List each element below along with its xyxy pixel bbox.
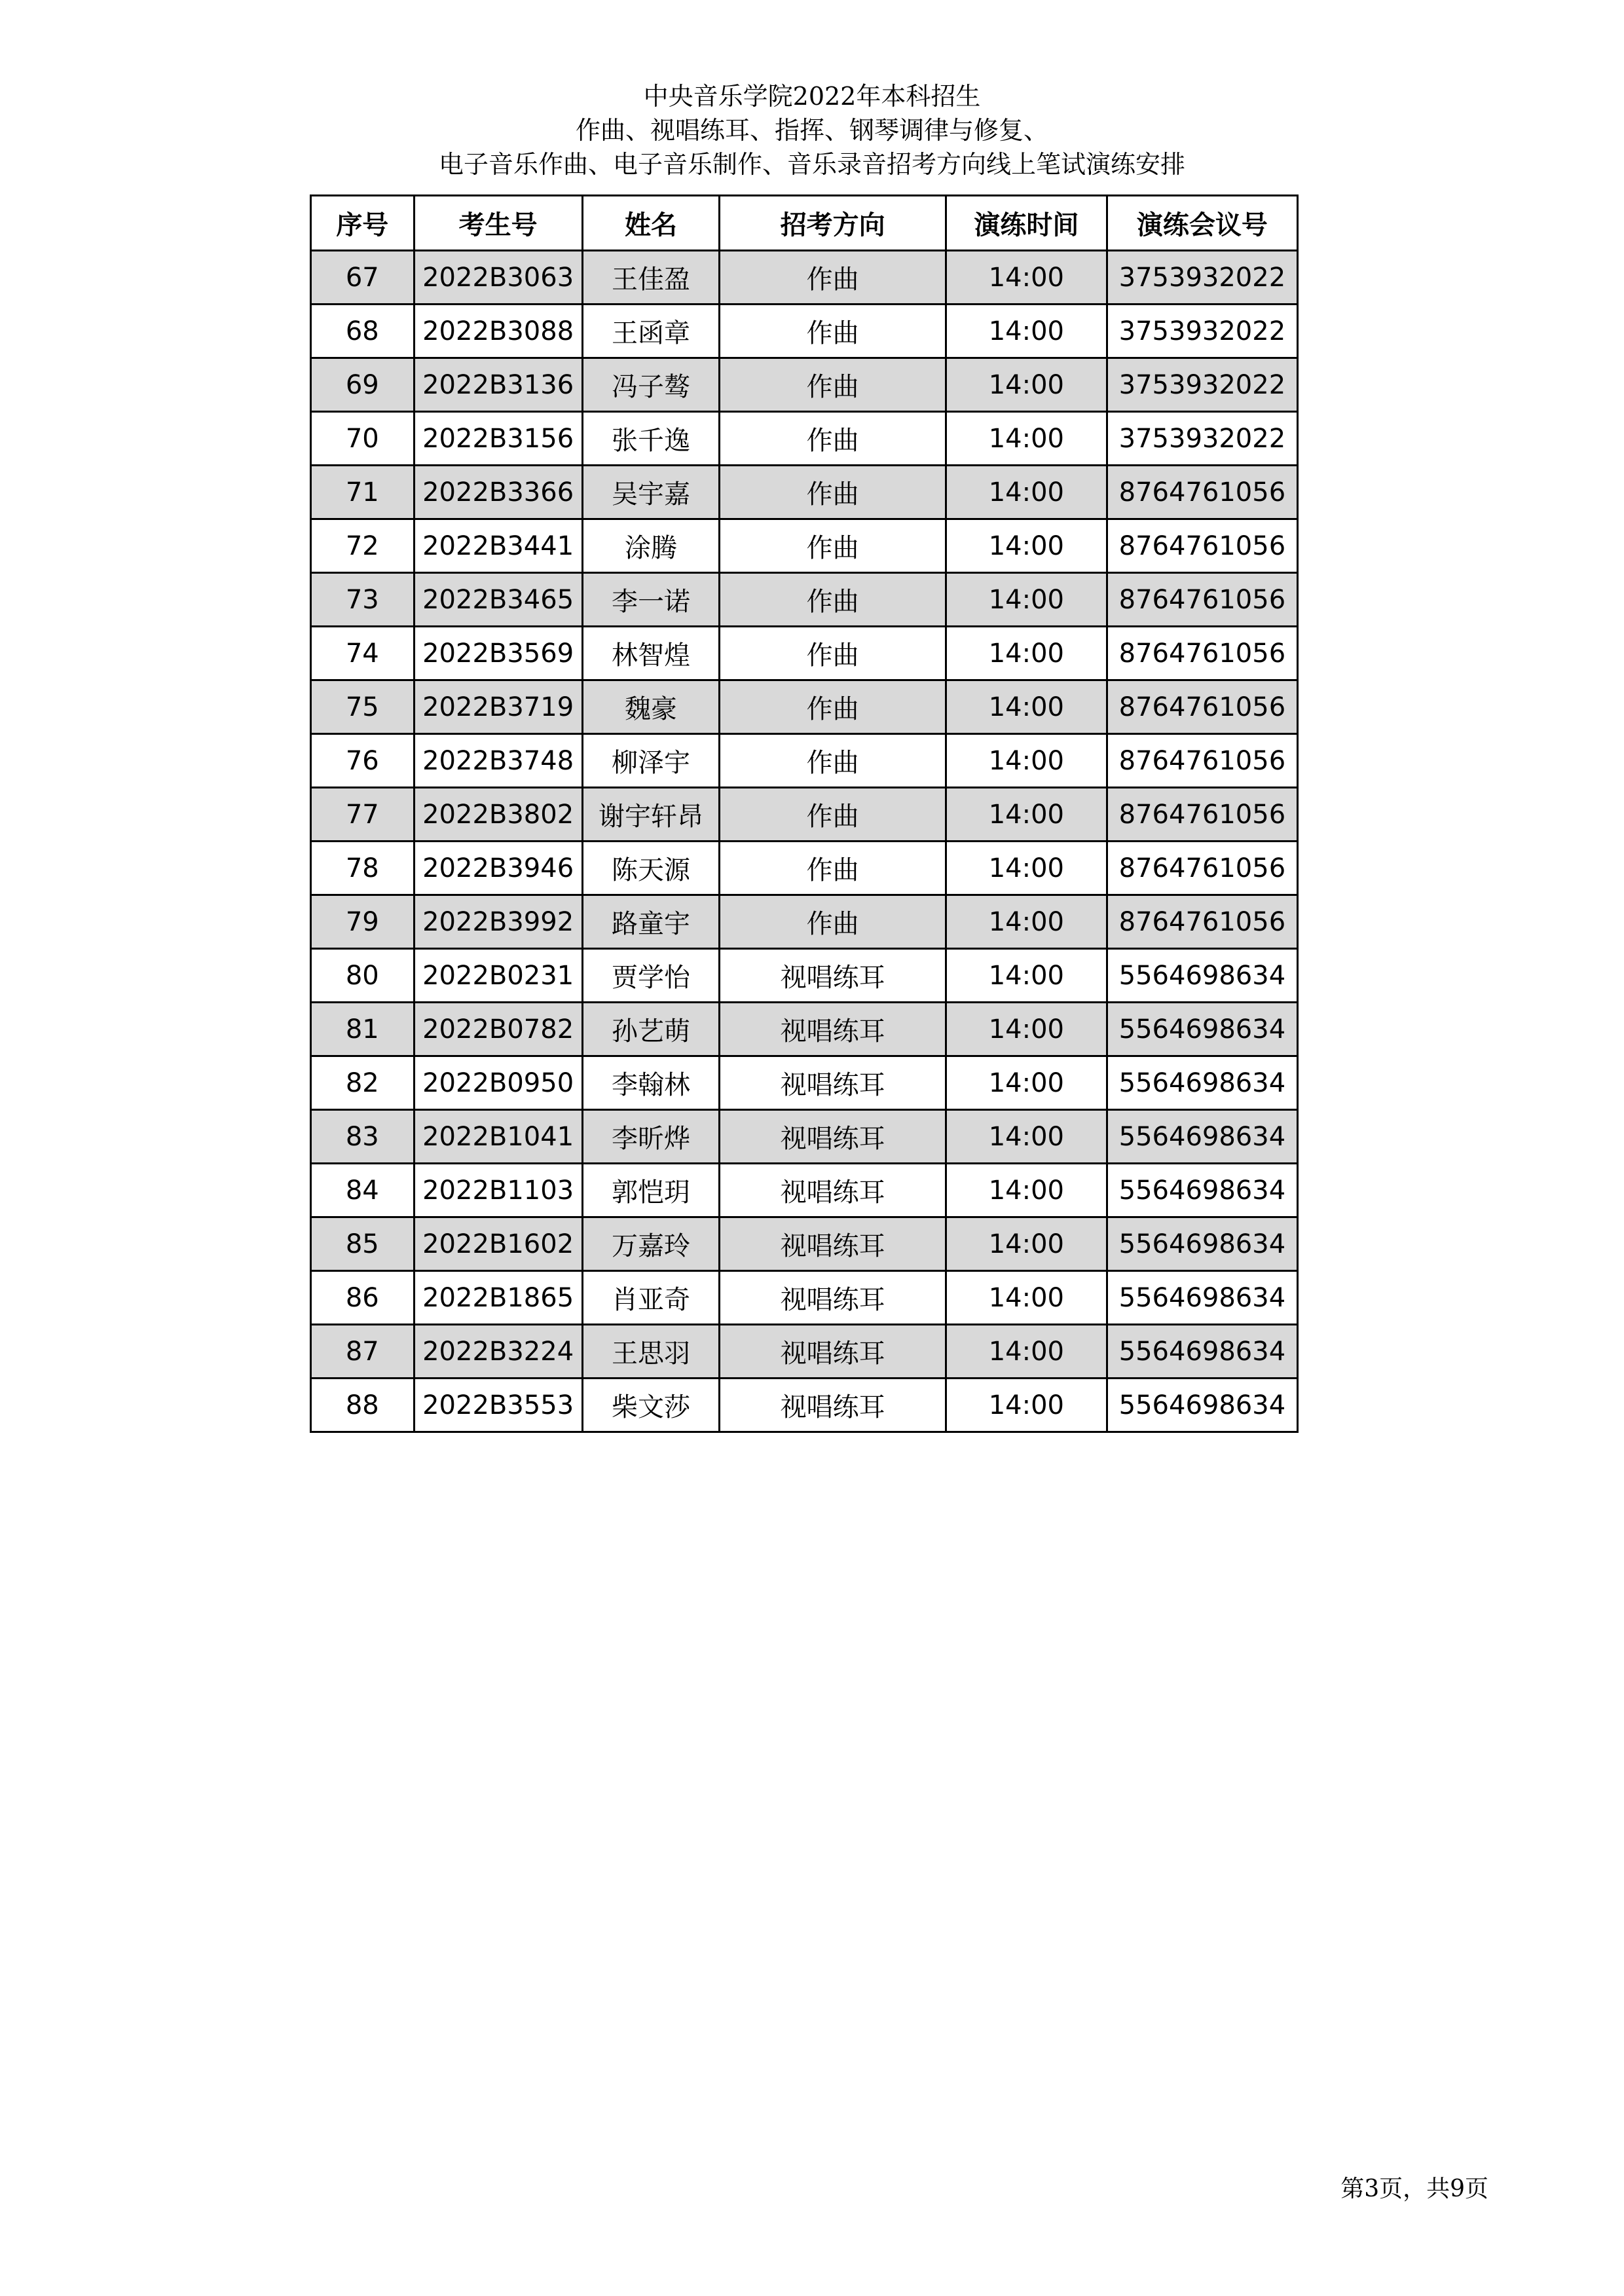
cell-meeting-id: 5564698634 (1107, 1325, 1297, 1379)
table-row (311, 1003, 1298, 1056)
cell-direction: 作曲 (720, 305, 946, 358)
cell-meeting-id: 5564698634 (1107, 1056, 1297, 1110)
rehearsal-schedule-table (310, 194, 1299, 1433)
table-row (311, 573, 1298, 627)
cell-exam-id: 2022B1602 (414, 1217, 582, 1271)
cell-time: 14:00 (946, 1271, 1107, 1325)
table-row (311, 842, 1298, 895)
cell-meeting-id: 5564698634 (1107, 1379, 1297, 1432)
cell-meeting-id: 8764761056 (1107, 627, 1297, 680)
cell-seq: 80 (311, 949, 415, 1003)
table-row (311, 466, 1298, 519)
cell-name: 张千逸 (582, 412, 720, 466)
table-row (311, 1325, 1298, 1379)
cell-exam-id: 2022B0782 (414, 1003, 582, 1056)
cell-time: 14:00 (946, 788, 1107, 842)
cell-seq: 69 (311, 358, 415, 412)
cell-direction: 作曲 (720, 842, 946, 895)
cell-meeting-id: 8764761056 (1107, 466, 1297, 519)
cell-seq: 77 (311, 788, 415, 842)
cell-exam-id: 2022B3136 (414, 358, 582, 412)
cell-time: 14:00 (946, 251, 1107, 305)
cell-seq: 86 (311, 1271, 415, 1325)
table-row (311, 305, 1298, 358)
cell-direction: 作曲 (720, 734, 946, 788)
table-row (311, 788, 1298, 842)
cell-meeting-id: 8764761056 (1107, 680, 1297, 734)
cell-name: 李昕烨 (582, 1110, 720, 1164)
cell-meeting-id: 5564698634 (1107, 1003, 1297, 1056)
table-row (311, 1379, 1298, 1432)
cell-name: 林智煌 (582, 627, 720, 680)
cell-name: 王佳盈 (582, 251, 720, 305)
cell-meeting-id: 3753932022 (1107, 305, 1297, 358)
cell-meeting-id: 8764761056 (1107, 788, 1297, 842)
cell-seq: 74 (311, 627, 415, 680)
cell-name: 柳泽宇 (582, 734, 720, 788)
cell-time: 14:00 (946, 358, 1107, 412)
cell-exam-id: 2022B3748 (414, 734, 582, 788)
cell-meeting-id: 3753932022 (1107, 251, 1297, 305)
table-row (311, 1110, 1298, 1164)
cell-seq: 83 (311, 1110, 415, 1164)
cell-exam-id: 2022B3553 (414, 1379, 582, 1432)
table-body (311, 251, 1298, 1432)
cell-name: 柴文莎 (582, 1379, 720, 1432)
cell-direction: 视唱练耳 (720, 1056, 946, 1110)
cell-direction: 视唱练耳 (720, 1217, 946, 1271)
cell-seq: 76 (311, 734, 415, 788)
table-header (311, 196, 1298, 251)
cell-time: 14:00 (946, 412, 1107, 466)
cell-name: 陈天源 (582, 842, 720, 895)
cell-direction: 视唱练耳 (720, 1003, 946, 1056)
cell-seq: 72 (311, 519, 415, 573)
cell-direction: 作曲 (720, 466, 946, 519)
cell-direction: 作曲 (720, 358, 946, 412)
cell-seq: 82 (311, 1056, 415, 1110)
cell-exam-id: 2022B3569 (414, 627, 582, 680)
cell-name: 郭恺玥 (582, 1164, 720, 1217)
column-header-name: 姓名 (582, 196, 720, 251)
cell-direction: 作曲 (720, 412, 946, 466)
cell-seq: 71 (311, 466, 415, 519)
cell-exam-id: 2022B1865 (414, 1271, 582, 1325)
cell-name: 孙艺萌 (582, 1003, 720, 1056)
cell-time: 14:00 (946, 680, 1107, 734)
table-row (311, 519, 1298, 573)
column-header-time: 演练时间 (946, 196, 1107, 251)
cell-time: 14:00 (946, 519, 1107, 573)
cell-exam-id: 2022B3156 (414, 412, 582, 466)
cell-time: 14:00 (946, 949, 1107, 1003)
cell-seq: 75 (311, 680, 415, 734)
cell-name: 吴宇嘉 (582, 466, 720, 519)
cell-direction: 视唱练耳 (720, 1164, 946, 1217)
cell-direction: 视唱练耳 (720, 1325, 946, 1379)
cell-direction: 视唱练耳 (720, 1379, 946, 1432)
cell-name: 涂腾 (582, 519, 720, 573)
cell-exam-id: 2022B0950 (414, 1056, 582, 1110)
table-row (311, 358, 1298, 412)
cell-name: 李翰林 (582, 1056, 720, 1110)
cell-direction: 作曲 (720, 627, 946, 680)
cell-meeting-id: 3753932022 (1107, 358, 1297, 412)
cell-meeting-id: 5564698634 (1107, 1217, 1297, 1271)
cell-time: 14:00 (946, 1379, 1107, 1432)
cell-meeting-id: 8764761056 (1107, 842, 1297, 895)
table-row (311, 734, 1298, 788)
table-row (311, 412, 1298, 466)
cell-exam-id: 2022B3465 (414, 573, 582, 627)
column-header-exam-id: 考生号 (414, 196, 582, 251)
column-header-meeting-id: 演练会议号 (1107, 196, 1297, 251)
cell-time: 14:00 (946, 1003, 1107, 1056)
cell-time: 14:00 (946, 466, 1107, 519)
cell-time: 14:00 (946, 1110, 1107, 1164)
page-subtitle-line-2: 电子音乐作曲、电子音乐制作、音乐录音招考方向线上笔试演练安排 (438, 150, 1185, 179)
cell-direction: 作曲 (720, 680, 946, 734)
cell-direction: 作曲 (720, 519, 946, 573)
cell-exam-id: 2022B3719 (414, 680, 582, 734)
cell-time: 14:00 (946, 1217, 1107, 1271)
cell-exam-id: 2022B3366 (414, 466, 582, 519)
cell-meeting-id: 3753932022 (1107, 412, 1297, 466)
cell-meeting-id: 8764761056 (1107, 734, 1297, 788)
table-row (311, 680, 1298, 734)
cell-meeting-id: 8764761056 (1107, 573, 1297, 627)
cell-name: 谢宇轩昂 (582, 788, 720, 842)
cell-exam-id: 2022B1103 (414, 1164, 582, 1217)
cell-time: 14:00 (946, 627, 1107, 680)
cell-seq: 73 (311, 573, 415, 627)
cell-time: 14:00 (946, 1164, 1107, 1217)
cell-name: 李一诺 (582, 573, 720, 627)
table-row (311, 949, 1298, 1003)
cell-seq: 87 (311, 1325, 415, 1379)
cell-direction: 作曲 (720, 573, 946, 627)
cell-exam-id: 2022B0231 (414, 949, 582, 1003)
cell-direction: 视唱练耳 (720, 1271, 946, 1325)
cell-exam-id: 2022B3063 (414, 251, 582, 305)
cell-time: 14:00 (946, 1325, 1107, 1379)
table-row (311, 1164, 1298, 1217)
cell-meeting-id: 5564698634 (1107, 949, 1297, 1003)
cell-seq: 70 (311, 412, 415, 466)
cell-name: 魏豪 (582, 680, 720, 734)
cell-direction: 作曲 (720, 251, 946, 305)
cell-name: 冯子骜 (582, 358, 720, 412)
cell-seq: 78 (311, 842, 415, 895)
cell-seq: 84 (311, 1164, 415, 1217)
cell-name: 肖亚奇 (582, 1271, 720, 1325)
cell-name: 王思羽 (582, 1325, 720, 1379)
page-subtitle-line-1: 作曲、视唱练耳、指挥、钢琴调律与修复、 (575, 116, 1048, 145)
cell-exam-id: 2022B1041 (414, 1110, 582, 1164)
table-row (311, 1271, 1298, 1325)
cell-seq: 85 (311, 1217, 415, 1271)
cell-time: 14:00 (946, 305, 1107, 358)
cell-exam-id: 2022B3946 (414, 842, 582, 895)
cell-seq: 79 (311, 895, 415, 949)
cell-meeting-id: 5564698634 (1107, 1164, 1297, 1217)
cell-time: 14:00 (946, 1056, 1107, 1110)
column-header-direction: 招考方向 (720, 196, 946, 251)
column-header-seq: 序号 (311, 196, 415, 251)
cell-direction: 作曲 (720, 788, 946, 842)
cell-meeting-id: 8764761056 (1107, 895, 1297, 949)
table-row (311, 895, 1298, 949)
cell-meeting-id: 5564698634 (1107, 1271, 1297, 1325)
cell-seq: 81 (311, 1003, 415, 1056)
table-row (311, 251, 1298, 305)
cell-name: 万嘉玲 (582, 1217, 720, 1271)
cell-name: 贾学怡 (582, 949, 720, 1003)
cell-name: 王函章 (582, 305, 720, 358)
cell-direction: 作曲 (720, 895, 946, 949)
page-title: 中央音乐学院2022年本科招生 (643, 82, 981, 111)
table-row (311, 627, 1298, 680)
cell-seq: 67 (311, 251, 415, 305)
cell-exam-id: 2022B3224 (414, 1325, 582, 1379)
cell-meeting-id: 8764761056 (1107, 519, 1297, 573)
cell-time: 14:00 (946, 842, 1107, 895)
cell-time: 14:00 (946, 734, 1107, 788)
cell-direction: 视唱练耳 (720, 949, 946, 1003)
cell-exam-id: 2022B3802 (414, 788, 582, 842)
cell-name: 路童宇 (582, 895, 720, 949)
cell-direction: 视唱练耳 (720, 1110, 946, 1164)
cell-seq: 88 (311, 1379, 415, 1432)
cell-exam-id: 2022B3441 (414, 519, 582, 573)
cell-time: 14:00 (946, 573, 1107, 627)
cell-seq: 68 (311, 305, 415, 358)
header-row (311, 196, 1298, 251)
cell-meeting-id: 5564698634 (1107, 1110, 1297, 1164)
table-row (311, 1056, 1298, 1110)
cell-exam-id: 2022B3992 (414, 895, 582, 949)
cell-exam-id: 2022B3088 (414, 305, 582, 358)
cell-time: 14:00 (946, 895, 1107, 949)
table-row (311, 1217, 1298, 1271)
page-number: 第3页，共9页 (1340, 2176, 1488, 2202)
